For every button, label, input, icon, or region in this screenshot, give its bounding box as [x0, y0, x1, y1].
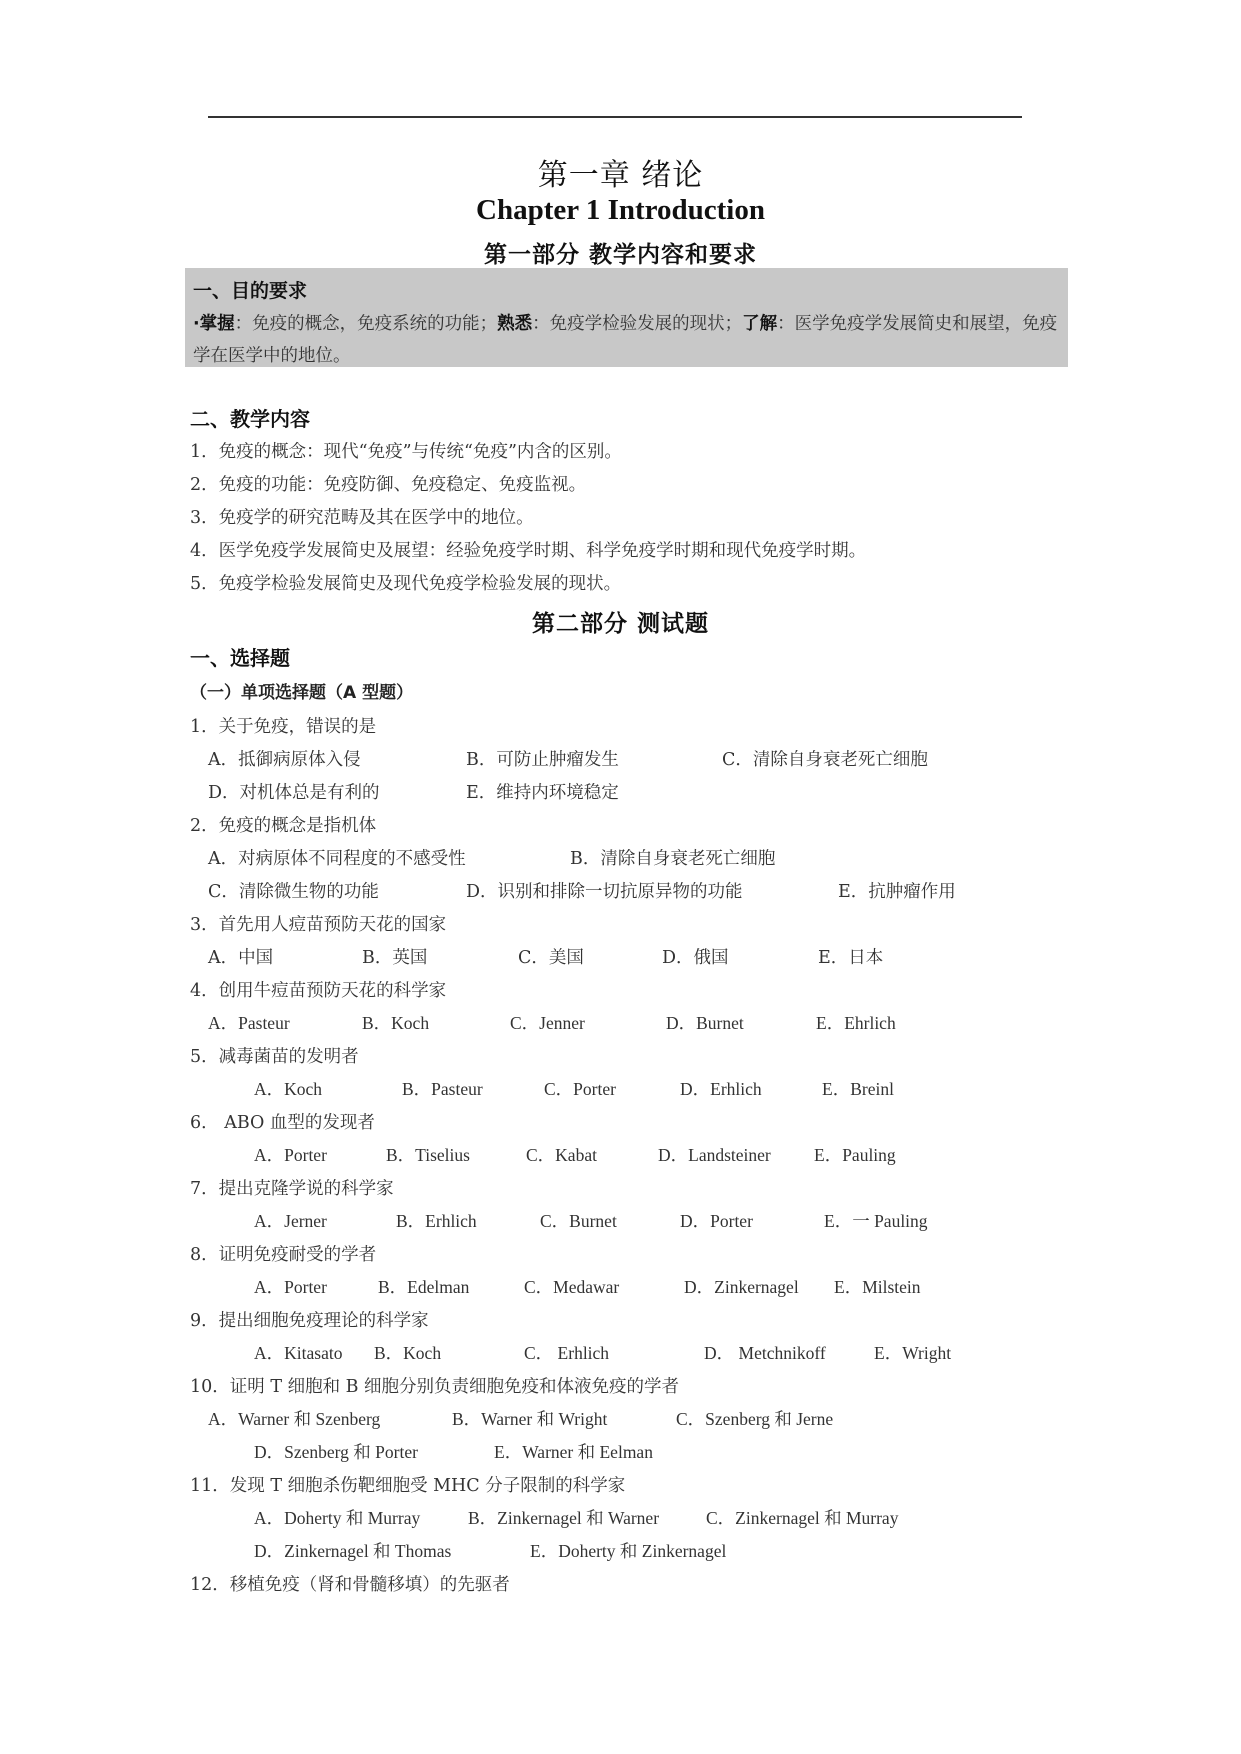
test-subheading: （一）单项选择题（A 型题） [190, 683, 414, 703]
option: D．Porter [680, 1211, 753, 1231]
option: C．Zinkernagel 和 Murray [706, 1508, 899, 1528]
question: 2．免疫的概念是指机体 [190, 816, 377, 836]
option: A．Koch [254, 1079, 323, 1099]
option: B．Erhlich [396, 1211, 477, 1231]
option: C．清除微生物的功能 [208, 882, 379, 902]
option: C． Erhlich [524, 1343, 610, 1363]
option: C．清除自身衰老死亡细胞 [722, 750, 928, 770]
option: E．Doherty 和 Zinkernagel [530, 1541, 727, 1561]
option: E．Pauling [814, 1145, 896, 1165]
question: 6． ABO 血型的发现者 [190, 1113, 375, 1133]
master-text: ：免疫的概念，免疫系统的功能； [234, 314, 498, 334]
option: A．Porter [254, 1277, 327, 1297]
option: E．抗肿瘤作用 [838, 882, 956, 902]
option: D． Metchnikoff [704, 1343, 826, 1363]
option: B．英国 [362, 948, 428, 968]
option: C．Jenner [510, 1013, 585, 1033]
option: C．美国 [518, 948, 584, 968]
teaching-heading: 二、教学内容 [190, 407, 310, 431]
question: 12．移植免疫（肾和骨髓移填）的先驱者 [190, 1575, 510, 1595]
teaching-item: 5．免疫学检验发展简史及现代免疫学检验发展的现状。 [190, 574, 622, 594]
option: D．Zinkernagel 和 Thomas [254, 1541, 452, 1561]
option: E．Milstein [834, 1277, 921, 1297]
option: C．Szenberg 和 Jerne [676, 1409, 834, 1429]
test-heading: 一、选择题 [190, 646, 290, 670]
option: D．Burnet [666, 1013, 744, 1033]
master-label: 掌握 [199, 314, 235, 334]
option: A．Warner 和 Szenberg [208, 1409, 381, 1429]
question: 5．减毒菌苗的发明者 [190, 1047, 359, 1067]
part2-title: 第二部分 测试题 [531, 611, 709, 637]
question: 3．首先用人痘苗预防天花的国家 [190, 915, 447, 935]
option: C．Medawar [524, 1277, 620, 1297]
option: B．可防止肿瘤发生 [466, 750, 619, 770]
option: E．日本 [818, 948, 884, 968]
teaching-item: 3．免疫学的研究范畴及其在医学中的地位。 [190, 508, 534, 528]
objectives-heading: 一、目的要求 [193, 280, 308, 302]
question: 10．证明 T 细胞和 B 细胞分别负责细胞免疫和体液免疫的学者 [190, 1377, 680, 1397]
option: E．Warner 和 Eelman [494, 1442, 653, 1462]
option: B．Zinkernagel 和 Warner [468, 1508, 660, 1528]
option: D．Szenberg 和 Porter [254, 1442, 418, 1462]
option: D．对机体总是有利的 [208, 783, 380, 803]
option: A．Pasteur [208, 1013, 290, 1033]
chapter-title-en: Chapter 1 Introduction [476, 194, 765, 226]
option: B．Koch [374, 1343, 442, 1363]
teaching-item: 4．医学免疫学发展简史及展望：经验免疫学时期、科学免疫学时期和现代免疫学时期。 [190, 541, 867, 561]
teaching-item: 2．免疫的功能：免疫防御、免疫稳定、免疫监视。 [190, 475, 587, 495]
option: B．Edelman [378, 1277, 470, 1297]
question: 11．发现 T 细胞杀伤靶细胞受 MHC 分子限制的科学家 [190, 1476, 626, 1496]
option: A．对病原体不同程度的不感受性 [208, 849, 466, 869]
question: 4．创用牛痘苗预防天花的科学家 [190, 981, 447, 1001]
understand-label: 了解 [742, 314, 778, 334]
option: D．俄国 [662, 948, 729, 968]
option: B．Koch [362, 1013, 430, 1033]
option: D．Erhlich [680, 1079, 762, 1099]
option: B．Warner 和 Wright [452, 1409, 608, 1429]
question: 7．提出克隆学说的科学家 [190, 1179, 394, 1199]
question: 1．关于免疫，错误的是 [190, 717, 377, 737]
teaching-item: 1．免疫的概念：现代“免疫”与传统“免疫”内含的区别。 [190, 442, 622, 462]
option: D．Zinkernagel [684, 1277, 799, 1297]
bullet: · [193, 314, 200, 334]
option: A．抵御病原体入侵 [208, 750, 361, 770]
objectives-box [185, 268, 1068, 367]
question: 9．提出细胞免疫理论的科学家 [190, 1311, 429, 1331]
option: A．Kitasato [254, 1343, 343, 1363]
objectives-text [193, 308, 1063, 372]
option: A．中国 [208, 948, 274, 968]
chapter-title-cn: 第一章 绪论 [537, 158, 704, 193]
understand-text: ：医学免疫学发展简史和展望，免疫学在医学中的地位。 [193, 314, 1058, 366]
part1-title: 第一部分 教学内容和要求 [483, 242, 757, 268]
option: D．Landsteiner [658, 1145, 771, 1165]
option: C．Kabat [526, 1145, 597, 1165]
familiar-text: ：免疫学检验发展的现状； [532, 314, 743, 334]
question: 8．证明免疫耐受的学者 [190, 1245, 377, 1265]
option: B．Pasteur [402, 1079, 483, 1099]
option: E．一 Pauling [824, 1211, 928, 1231]
option: E．Ehrlich [816, 1013, 896, 1033]
option: B．清除自身衰老死亡细胞 [570, 849, 776, 869]
option: A．Porter [254, 1145, 327, 1165]
option: C．Porter [544, 1079, 616, 1099]
header-rule [208, 116, 1022, 118]
option: A．Jerner [254, 1211, 327, 1231]
option: C．Burnet [540, 1211, 617, 1231]
option: E．维持内环境稳定 [466, 783, 619, 803]
option: D．识别和排除一切抗原异物的功能 [466, 882, 743, 902]
option: A．Doherty 和 Murray [254, 1508, 421, 1528]
option: E．Wright [874, 1343, 952, 1363]
familiar-label: 熟悉 [497, 314, 533, 334]
option: B．Tiselius [386, 1145, 470, 1165]
option: E．Breinl [822, 1079, 894, 1099]
